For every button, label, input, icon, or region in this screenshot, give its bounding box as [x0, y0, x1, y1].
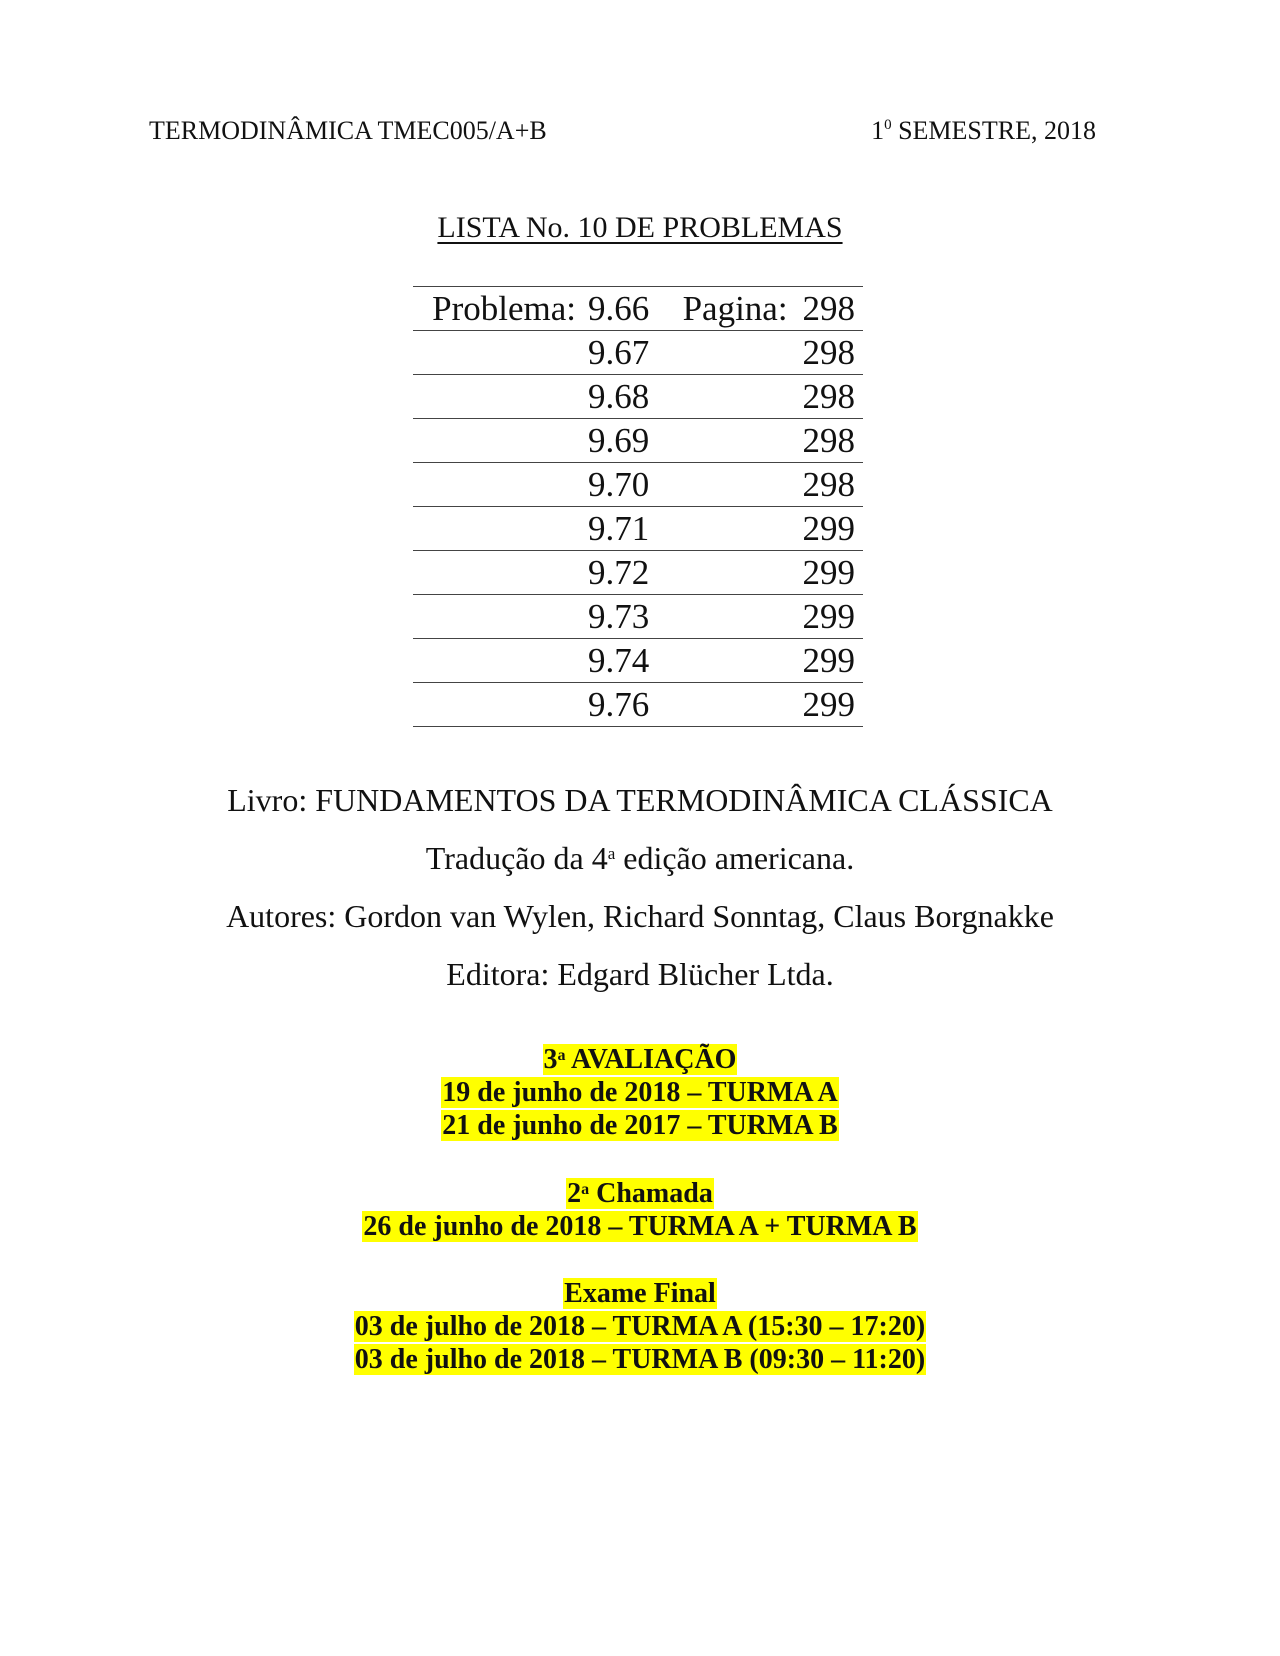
semester-number: 1 [871, 116, 885, 145]
chamada-number: 2 [567, 1178, 582, 1209]
page-number: 299 [798, 595, 863, 639]
problem-label [413, 683, 588, 727]
problem-number: 9.72 [588, 551, 663, 595]
avaliacao-number: 3 [543, 1044, 558, 1075]
table-row [413, 507, 863, 551]
exame-final-section [0, 1277, 1280, 1376]
page-number: 299 [798, 639, 863, 683]
book-edition [0, 834, 1280, 892]
book-publisher: Editora: Edgard Blücher Ltda. [446, 956, 834, 992]
problem-number: 9.74 [588, 639, 663, 683]
page-label [663, 419, 798, 463]
avaliacao-superscript: a [557, 1047, 566, 1064]
avaliacao-title [543, 1044, 738, 1075]
page-number: 298 [798, 463, 863, 507]
page-number: 299 [798, 507, 863, 551]
segunda-chamada-date: 26 de junho de 2018 – TURMA A + TURMA B [363, 1211, 917, 1242]
table-row [413, 683, 863, 727]
problem-label [413, 331, 588, 375]
problem-label [413, 639, 588, 683]
chamada-title-text: Chamada [589, 1178, 713, 1209]
exame-final-date-a: 03 de julho de 2018 – TURMA A (15:30 – 17:20) [354, 1311, 926, 1342]
problem-label: Problema: [413, 287, 588, 331]
problem-number: 9.71 [588, 507, 663, 551]
page-number: 298 [798, 331, 863, 375]
book-authors: Autores: Gordon van Wylen, Richard Sonntag, Claus Borgnakke [226, 898, 1054, 934]
edition-superscript: a [607, 844, 616, 863]
exame-final-date-b: 03 de julho de 2018 – TURMA B (09:30 – 11:20) [354, 1344, 926, 1375]
page-label: Pagina: [663, 287, 798, 331]
problem-label [413, 507, 588, 551]
semester [871, 116, 1096, 146]
table-row [413, 551, 863, 595]
avaliacao-date-b: 21 de junho de 2017 – TURMA B [442, 1110, 838, 1141]
problem-label [413, 595, 588, 639]
problem-label [413, 463, 588, 507]
problem-number: 9.76 [588, 683, 663, 727]
table-row [413, 375, 863, 419]
page-number: 298 [798, 419, 863, 463]
table-row [413, 463, 863, 507]
page-label [663, 683, 798, 727]
edition-prefix: Tradução da 4 [425, 840, 608, 876]
page-label [663, 375, 798, 419]
chamada-superscript: a [581, 1181, 590, 1198]
page-label [663, 639, 798, 683]
page-label [663, 463, 798, 507]
page-number: 299 [798, 551, 863, 595]
avaliacao-section [0, 1043, 1280, 1142]
segunda-chamada-section [0, 1177, 1280, 1243]
problem-number: 9.69 [588, 419, 663, 463]
problem-label [413, 419, 588, 463]
problem-number: 9.70 [588, 463, 663, 507]
course-code: TERMODINÂMICA TMEC005/A+B [149, 116, 547, 145]
page-title [0, 210, 1280, 246]
exame-final-title: Exame Final [564, 1278, 716, 1309]
segunda-chamada-title [566, 1178, 714, 1209]
page-number: 298 [798, 375, 863, 419]
page-number: 299 [798, 683, 863, 727]
edition-suffix: edição americana. [615, 840, 855, 876]
problem-number: 9.68 [588, 375, 663, 419]
book-info [0, 776, 1280, 1008]
page-number: 298 [798, 287, 863, 331]
problem-number: 9.66 [588, 287, 663, 331]
problem-number: 9.73 [588, 595, 663, 639]
table-row [413, 419, 863, 463]
avaliacao-date-a: 19 de junho de 2018 – TURMA A [442, 1077, 838, 1108]
page-label [663, 551, 798, 595]
table-row [413, 331, 863, 375]
avaliacao-title-text: AVALIAÇÃO [565, 1044, 737, 1075]
page-label [663, 595, 798, 639]
table-row [413, 595, 863, 639]
table-row [413, 287, 863, 331]
problems-table [413, 286, 863, 727]
book-title: Livro: FUNDAMENTOS DA TERMODINÂMICA CLÁSSICA [227, 782, 1053, 818]
problem-label [413, 551, 588, 595]
semester-superscript: 0 [884, 117, 892, 133]
problem-label [413, 375, 588, 419]
page-label [663, 507, 798, 551]
title-text: LISTA No. 10 DE PROBLEMAS [437, 211, 843, 244]
semester-text: SEMESTRE, 2018 [891, 116, 1096, 145]
table-row [413, 639, 863, 683]
page-label [663, 331, 798, 375]
problem-number: 9.67 [588, 331, 663, 375]
